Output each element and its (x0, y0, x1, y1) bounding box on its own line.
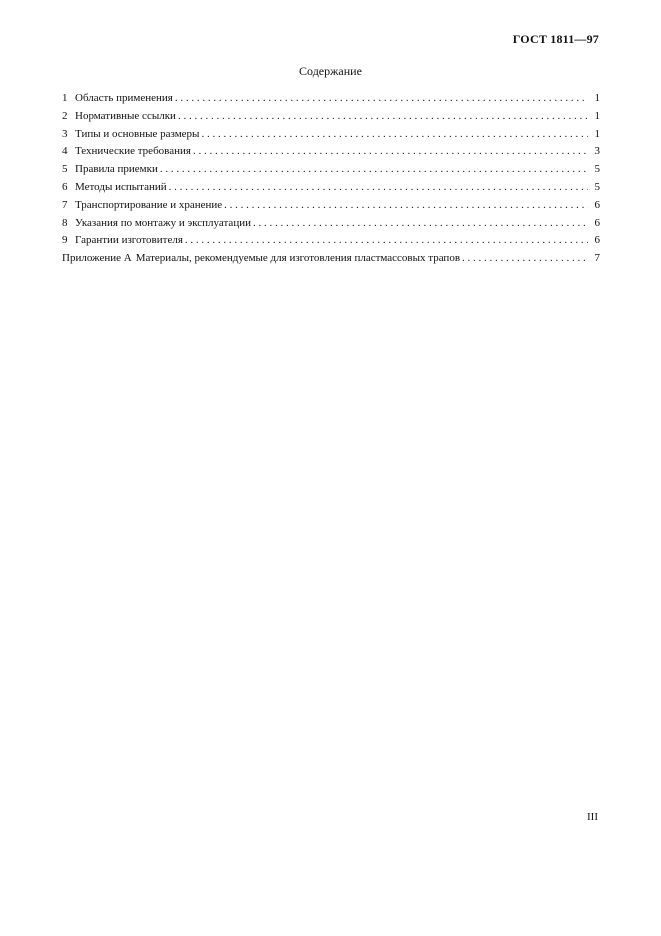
toc-leader-dots (253, 217, 588, 229)
toc-leader-dots (175, 92, 588, 104)
toc-entry-page: 1 (594, 127, 600, 140)
toc-leader-dots (224, 199, 588, 211)
toc-entry-label: Правила приемки (75, 163, 158, 176)
toc-appendix-page: 7 (594, 252, 600, 265)
toc-entry[interactable] (62, 181, 600, 199)
toc-entry[interactable] (62, 163, 600, 181)
page-number: III (587, 811, 598, 823)
toc-leader-dots (185, 234, 588, 246)
toc-entry[interactable] (62, 234, 600, 252)
toc-entry-number: 4 (62, 145, 68, 158)
toc-leader-dots (201, 128, 588, 140)
toc-leader-dots (169, 181, 588, 193)
toc-entry-number: 6 (62, 180, 68, 193)
toc-entry-number: 2 (62, 109, 68, 122)
table-of-contents (62, 92, 600, 270)
toc-entry-label: Гарантии изготовителя (75, 234, 183, 247)
toc-entry-label: Технические требования (75, 145, 191, 158)
toc-entry-label: Транспортирование и хранение (75, 198, 223, 211)
toc-entry-label: Типы и основные размеры (75, 127, 200, 140)
toc-entry[interactable] (62, 110, 600, 128)
toc-entry-label: Методы испытаний (75, 180, 167, 193)
toc-title: Содержание (299, 64, 362, 78)
document-code: ГОСТ 1811—97 (512, 32, 599, 46)
toc-entry-page: 6 (594, 234, 600, 247)
toc-entry[interactable] (62, 217, 600, 235)
toc-leader-dots (160, 163, 588, 175)
toc-entry-page: 5 (594, 180, 600, 193)
toc-appendix-label: Материалы, рекомендуемые для изготовления пластмассовых трапов (135, 252, 461, 265)
toc-entry-number: 9 (62, 234, 68, 247)
toc-leader-dots (462, 252, 588, 264)
toc-leader-dots (178, 110, 588, 122)
toc-entry-page: 5 (594, 163, 600, 176)
toc-entry[interactable] (62, 145, 600, 163)
toc-entry-number: 5 (62, 163, 68, 176)
toc-entry[interactable] (62, 92, 600, 110)
toc-entry-number: 7 (62, 198, 68, 211)
toc-entry-number: 3 (62, 127, 68, 140)
toc-appendix-number: Приложение А (62, 252, 132, 265)
toc-entry-number: 8 (62, 216, 68, 229)
toc-entry-page: 1 (594, 109, 600, 122)
toc-entry-page: 6 (594, 198, 600, 211)
toc-entry-page: 3 (594, 145, 600, 158)
toc-entry-page: 6 (594, 216, 600, 229)
toc-entry[interactable] (62, 128, 600, 146)
toc-entry-label: Указания по монтажу и эксплуатации (75, 216, 251, 229)
toc-appendix-entry[interactable] (62, 252, 600, 270)
toc-entry-page: 1 (594, 92, 600, 104)
toc-leader-dots (193, 145, 588, 157)
toc-entry[interactable] (62, 199, 600, 217)
toc-entry-label: Нормативные ссылки (75, 109, 176, 122)
toc-entry-label: Область применения (75, 92, 173, 104)
toc-entry-number: 1 (62, 92, 68, 104)
